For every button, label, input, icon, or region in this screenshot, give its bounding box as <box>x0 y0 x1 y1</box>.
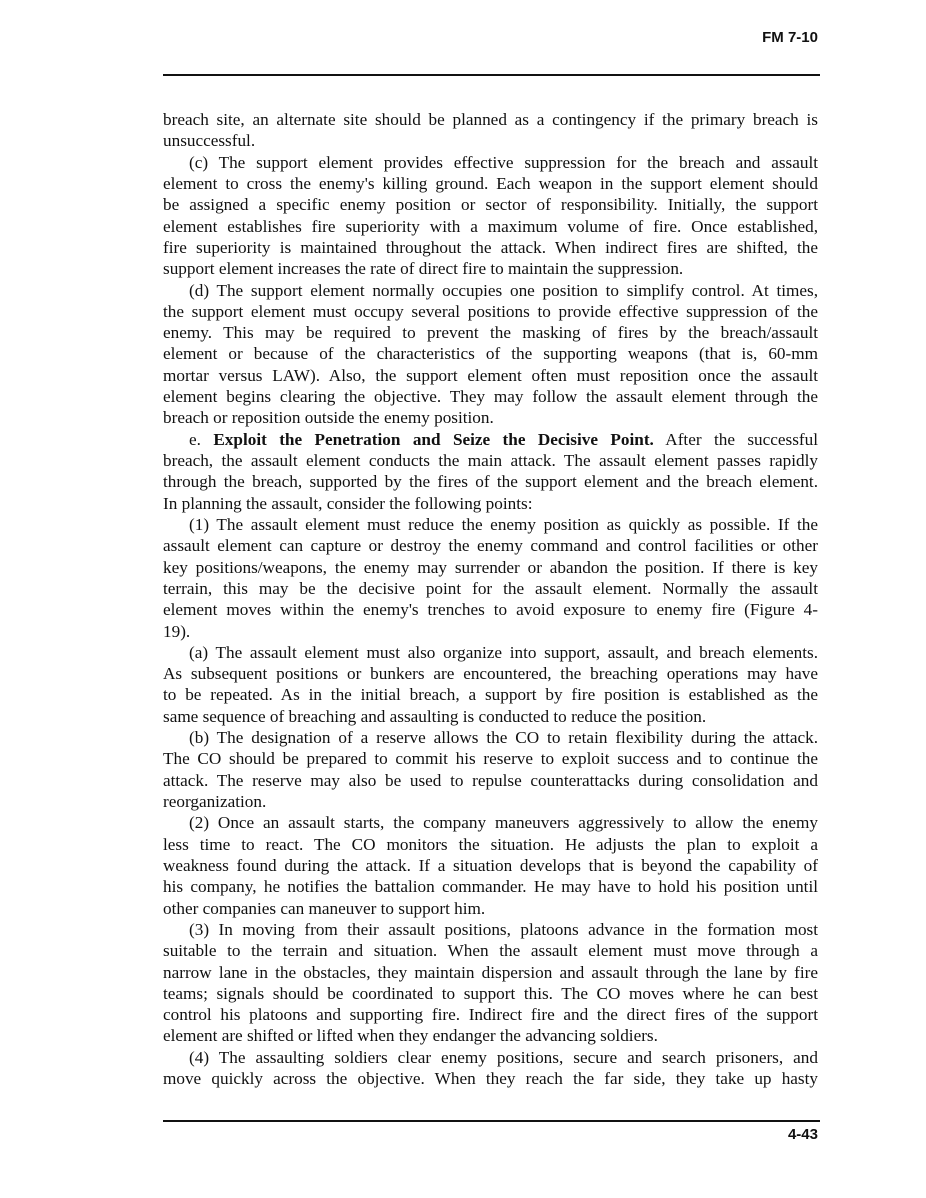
text-line: other companies can maneuver to support him. <box>163 898 486 918</box>
text-line: narrow lane in the obstacles, they maintain dispersion and assault through the lane by fire <box>163 962 818 982</box>
text-line: 19). <box>163 621 191 641</box>
text-line: his company, he notifies the battalion commander. He may have to hold his position until <box>163 877 818 897</box>
text-line: unsuccessful. <box>163 131 256 151</box>
text-line: breach or reposition outside the enemy position. <box>163 408 494 428</box>
text-line: enemy. This may be required to prevent the masking of fires by the breach/assault <box>163 323 818 343</box>
text-line: attack. The reserve may also be used to repulse counterattacks during consolidation and <box>163 770 818 790</box>
text-line: (4) The assaulting soldiers clear enemy positions, secure and search prisoners, and <box>189 1047 818 1067</box>
text-line: to be repeated. As in the initial breach, a support by fire position is established as the <box>163 685 818 705</box>
text-line: The CO should be prepared to commit his reserve to exploit success and to continue the <box>163 749 818 769</box>
text-line: (a) The assault element must also organize into support, assault, and breach elements. <box>189 642 818 662</box>
text-line: move quickly across the objective. When they reach the far side, they take up hasty <box>163 1069 818 1089</box>
text-line: breach, the assault element conducts the main attack. The assault element passes rapidly <box>163 451 818 470</box>
paragraph <box>163 152 818 280</box>
text-line: mortar versus LAW). Also, the support element often must reposition once the assault <box>163 365 818 385</box>
text-line: (b) The designation of a reserve allows the CO to retain flexibility during the attack. <box>189 728 818 748</box>
text-line: In planning the assault, consider the following points: <box>163 493 533 513</box>
text-line: element establishes fire superiority with a maximum volume of fire. Once established, <box>163 216 818 236</box>
paragraph <box>163 280 818 429</box>
text-line: element begins clearing the objective. They may follow the assault element through the <box>163 387 818 407</box>
paragraph <box>163 429 818 514</box>
running-header: FM 7-10 <box>762 29 818 46</box>
text-line: (3) In moving from their assault positions, platoons advance in the formation most <box>189 919 818 939</box>
paragraph <box>163 1047 818 1090</box>
text-line: key positions/weapons, the enemy may surrender or abandon the position. If there is key <box>163 557 818 577</box>
text-line: (1) The assault element must reduce the enemy position as quickly as possible. If the <box>189 514 818 534</box>
header-rule <box>163 74 820 76</box>
text-line: control his platoons and supporting fire. Indirect fire and the direct fires of the support <box>163 1005 818 1025</box>
text-line: terrain, this may be the decisive point for the assault element. Normally the assault <box>163 578 818 598</box>
body-text <box>163 109 818 1089</box>
text-line: the support element must occupy several positions to provide effective suppression of the <box>163 301 818 321</box>
paragraph <box>163 919 818 1047</box>
text-line <box>163 429 818 450</box>
text-line: element are shifted or lifted when they endanger the advancing soldiers. <box>163 1026 658 1046</box>
footer-rule <box>163 1120 820 1122</box>
text-line: assault element can capture or destroy the enemy command and control facilities or other <box>163 536 818 556</box>
paragraph <box>163 514 818 642</box>
text-line: element moves within the enemy's trenches to avoid exposure to enemy fire (Figure 4- <box>163 600 818 620</box>
text-line: weakness found during the attack. If a situation develops that is beyond the capability of <box>163 855 818 875</box>
page-number: 4-43 <box>787 1126 818 1143</box>
text-line: (d) The support element normally occupies one position to simplify control. At times, <box>189 280 818 300</box>
paragraph <box>163 812 818 919</box>
text-line: reorganization. <box>163 792 267 811</box>
paragraph <box>163 109 818 152</box>
paragraph <box>163 642 818 727</box>
text-run: After the successful <box>653 429 818 449</box>
text-line: (2) Once an assault starts, the company maneuvers aggressively to allow the enemy <box>189 813 818 833</box>
paragraph <box>163 727 818 812</box>
text-line: be assigned a specific enemy position or sector of responsibility. Initially, the support <box>163 195 818 215</box>
section-heading: Exploit the Penetration and Seize the Decisive Point. <box>213 429 654 449</box>
text-line: suitable to the terrain and situation. When the assault element must move through a <box>163 941 818 961</box>
text-line: As subsequent positions or bunkers are encountered, the breaching operations may have <box>163 664 818 684</box>
text-line: (c) The support element provides effective suppression for the breach and assault <box>189 152 818 172</box>
text-line: through the breach, supported by the fires of the support element and the breach element. <box>163 472 818 492</box>
text-line: fire superiority is maintained throughout the attack. When indirect fires are shifted, the <box>163 237 818 257</box>
text-line: element or because of the characteristics of the supporting weapons (that is, 60-mm <box>163 344 818 364</box>
text-line: support element increases the rate of direct fire to maintain the suppression. <box>163 259 684 279</box>
text-line: breach site, an alternate site should be planned as a contingency if the primary breach is <box>163 110 818 129</box>
text-line: element to cross the enemy's killing ground. Each weapon in the support element should <box>163 173 818 193</box>
text-line: less time to react. The CO monitors the situation. He adjusts the plan to exploit a <box>163 834 818 854</box>
text-line: teams; signals should be coordinated to support this. The CO moves where he can best <box>163 983 818 1003</box>
text-run: e. <box>189 429 214 449</box>
text-line: same sequence of breaching and assaulting is conducted to reduce the position. <box>163 706 707 726</box>
